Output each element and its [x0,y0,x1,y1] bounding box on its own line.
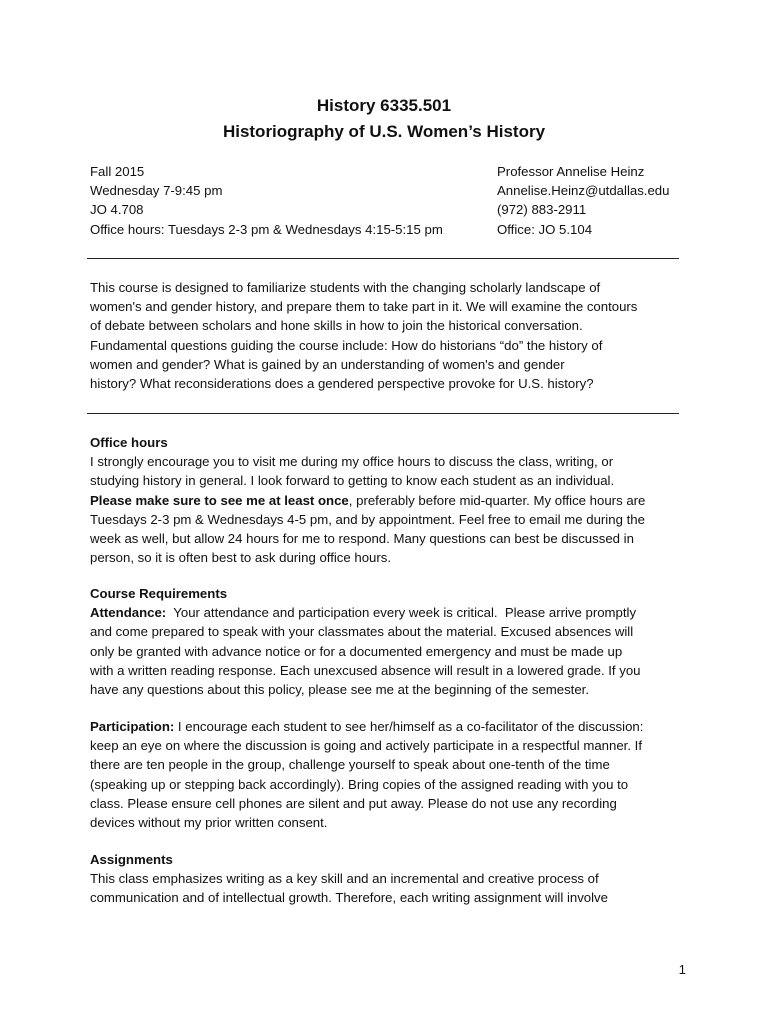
meeting-time: Wednesday 7-9:45 pm [90,183,223,199]
attendance-line: with a written reading response. Each unexcused absence will result in a lowered grade. If you [90,662,641,678]
office-hours-line: studying history in general. I look forward to getting to know each student as an individual. [90,473,615,489]
participation-section [90,717,680,832]
description-line: history? What reconsiderations does a gendered perspective provoke for U.S. history? [90,375,594,391]
participation-line: keep an eye on where the discussion is going and actively participate in a respectful manner. If [90,738,643,754]
office-hours-line [90,491,680,510]
room: JO 4.708 [90,202,144,218]
participation-label: Participation: [90,719,175,734]
course-title: Historiography of U.S. Women’s History [222,122,546,141]
course-info [90,162,443,239]
description-line: women and gender? What is gained by an understanding of women's and gender [90,356,565,372]
assignments-line: communication and of intellectual growth. Therefore, each writing assignment will involve [90,890,608,906]
attendance-line [90,603,680,622]
course-requirements-section [90,584,680,699]
attendance-line: have any questions about this policy, please see me at the beginning of the semester. [90,681,589,697]
participation-line: there are ten people in the group, challenge yourself to speak about one-tenth of the time [90,757,610,773]
office-hours-line: Tuesdays 2-3 pm & Wednesdays 4-5 pm, and by appointment. Feel free to email me during the [90,511,645,527]
attendance-line: and come prepared to speak with your classmates about the material. Excused absences will [90,624,634,640]
participation-text: I encourage each student to see her/himself as a co-facilitator of the discussion: [174,719,644,734]
office-hours-line: I strongly encourage you to visit me during my office hours to discuss the class, writing, or [90,454,614,470]
attendance-text: Your attendance and participation every week is critical. Please arrive promptly [166,605,637,621]
office-hours-summary: Office hours: Tuesdays 2-3 pm & Wednesdays 4:15-5:15 pm [90,221,443,237]
semester: Fall 2015 [90,164,145,179]
description-line: Fundamental questions guiding the course include: How do historians “do” the history of [90,337,603,353]
assignments-line: This class emphasizes writing as a key skill and an incremental and creative process of [90,871,599,887]
participation-line [90,717,680,736]
requirements-heading: Course Requirements [90,586,228,601]
office-hours-line-rest: , preferably before mid-quarter. My office hours are [348,492,646,508]
divider-top [87,258,679,259]
assignments-section [90,850,680,908]
see-me-emphasis: Please make sure to see me at least once [90,492,349,508]
instructor-email: Annelise.Heinz@utdallas.edu [497,183,670,199]
description-line: This course is designed to familiarize students with the changing scholarly landscape of [90,280,601,295]
instructor-info [497,162,669,239]
assignments-heading: Assignments [90,852,173,867]
office-hours-line: week as well, but allow 24 hours for me to respond. Many questions can best be discussed in [90,530,634,546]
instructor-office: Office: JO 5.104 [497,221,593,237]
description-line: women's and gender history, and prepare them to take part in it. We will examine the contours [90,299,638,315]
attendance-label: Attendance: [90,605,167,621]
participation-line: (speaking up or stepping back accordingly). Bring copies of the assigned reading with you to [90,776,629,792]
description-line: of debate between scholars and hone skills in how to join the historical conversation. [90,318,583,334]
course-description [90,278,680,393]
instructor-name: Professor Annelise Heinz [497,164,645,179]
course-number-title: History 6335.501 [316,96,452,115]
office-hours-line: person, so it is often best to ask during office hours. [90,550,392,566]
participation-line: class. Please ensure cell phones are silent and put away. Please do not use any recording [90,795,617,811]
instructor-phone: (972) 883-2911 [497,202,587,218]
divider-bottom [87,413,679,414]
office-hours-section [90,433,680,567]
participation-line: devices without my prior written consent. [90,814,328,830]
office-hours-heading: Office hours [90,435,168,450]
attendance-line: only be granted with advance notice or for a documented emergency and must be made up [90,643,623,659]
page-number: 1 [678,962,686,977]
